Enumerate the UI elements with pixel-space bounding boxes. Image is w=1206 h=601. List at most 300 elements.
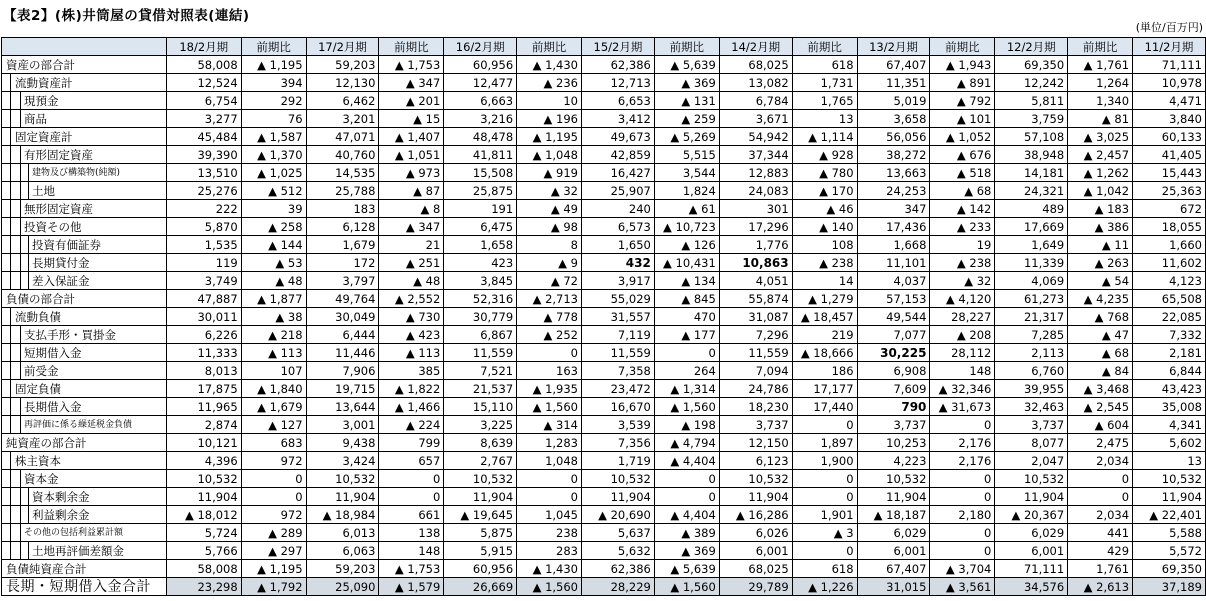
data-cell[interactable]: 65,508 [1133,290,1206,308]
data-cell[interactable]: 7,906 [306,362,379,380]
data-cell[interactable]: ▲ 8 [379,200,444,218]
data-cell[interactable]: 6,760 [995,362,1068,380]
data-cell[interactable]: ▲ 48 [241,272,306,290]
data-cell[interactable]: 68,025 [719,56,792,74]
data-cell[interactable]: 67,407 [857,560,930,578]
data-cell[interactable]: ▲ 1,226 [792,578,857,596]
data-cell[interactable]: 429 [1068,542,1133,560]
data-cell[interactable]: ▲ 258 [241,218,306,236]
data-cell[interactable]: 15,508 [444,164,517,182]
data-cell[interactable]: 799 [379,434,444,452]
data-cell[interactable]: 148 [379,542,444,560]
row-label-cell[interactable]: 固定負債 [2,380,167,398]
data-cell[interactable]: 7,358 [582,362,655,380]
data-cell[interactable]: 10,253 [857,434,930,452]
data-cell[interactable]: 1,283 [517,434,582,452]
data-cell[interactable]: 68,025 [719,560,792,578]
data-cell[interactable]: 672 [1133,200,1206,218]
data-cell[interactable]: 10,532 [857,470,930,488]
data-cell[interactable]: ▲ 347 [379,74,444,92]
data-cell[interactable]: ▲ 68 [930,182,995,200]
data-cell[interactable]: 10,532 [166,470,241,488]
data-cell[interactable]: 28,227 [930,308,995,326]
data-cell[interactable]: ▲ 1,052 [930,128,995,146]
data-cell[interactable]: 301 [719,200,792,218]
data-cell[interactable]: 7,332 [1133,326,1206,344]
data-cell[interactable]: 7,296 [719,326,792,344]
data-cell[interactable]: 47,887 [166,290,241,308]
data-cell[interactable]: ▲ 208 [930,326,995,344]
data-cell[interactable]: 10,532 [306,470,379,488]
data-cell[interactable]: 12,524 [166,74,241,92]
data-cell[interactable]: 12,713 [582,74,655,92]
data-cell[interactable]: ▲ 314 [517,416,582,434]
data-cell[interactable]: 2,767 [444,452,517,470]
data-cell[interactable]: 55,029 [582,290,655,308]
data-cell[interactable]: 10,532 [582,470,655,488]
data-cell[interactable]: 11,333 [166,344,241,362]
data-cell[interactable]: 10,532 [444,470,517,488]
data-cell[interactable]: 6,001 [995,542,1068,560]
data-cell[interactable]: ▲ 3,468 [1068,380,1133,398]
data-cell[interactable]: ▲ 1,195 [241,560,306,578]
data-cell[interactable]: 38,272 [857,146,930,164]
data-cell[interactable]: 0 [379,470,444,488]
data-cell[interactable]: 683 [241,434,306,452]
data-cell[interactable]: 11,904 [166,488,241,506]
data-cell[interactable]: 1,824 [654,182,719,200]
column-header[interactable]: 15/2月期 [582,38,655,56]
data-cell[interactable]: 3,671 [719,110,792,128]
row-label-cell[interactable]: 前受金 [2,362,167,380]
data-cell[interactable]: 0 [654,344,719,362]
data-cell[interactable]: 13 [792,110,857,128]
data-cell[interactable]: 25,907 [582,182,655,200]
data-cell[interactable]: 71,111 [995,560,1068,578]
data-cell[interactable]: 16,670 [582,398,655,416]
data-cell[interactable]: 0 [792,488,857,506]
data-cell[interactable]: ▲ 1,466 [379,398,444,416]
data-cell[interactable]: 5,637 [582,524,655,542]
data-cell[interactable]: 7,356 [582,434,655,452]
data-cell[interactable]: 6,844 [1133,362,1206,380]
data-cell[interactable]: 22,085 [1133,308,1206,326]
data-cell[interactable]: 2,034 [1068,452,1133,470]
data-cell[interactable]: 5,632 [582,542,655,560]
data-cell[interactable]: 4,396 [166,452,241,470]
data-cell[interactable]: 0 [241,488,306,506]
row-label-cell[interactable]: 流動資産計 [2,74,167,92]
data-cell[interactable]: 1,761 [1068,560,1133,578]
data-cell[interactable]: ▲ 1,279 [792,290,857,308]
data-cell[interactable]: 3,759 [995,110,1068,128]
data-cell[interactable]: 163 [517,362,582,380]
data-cell[interactable]: 3,797 [306,272,379,290]
data-cell[interactable]: ▲ 1,048 [517,146,582,164]
row-label-cell[interactable]: 長期貸付金 [2,254,167,272]
data-cell[interactable]: 59,203 [306,56,379,74]
data-cell[interactable]: ▲ 1,430 [517,560,582,578]
data-cell[interactable]: ▲ 20,690 [582,506,655,524]
data-cell[interactable]: 8,013 [166,362,241,380]
data-cell[interactable]: ▲ 196 [517,110,582,128]
data-cell[interactable]: ▲ 1,679 [241,398,306,416]
data-cell[interactable]: 240 [582,200,655,218]
data-cell[interactable]: 6,867 [444,326,517,344]
data-cell[interactable]: 1,731 [792,74,857,92]
data-cell[interactable]: 11,602 [1133,254,1206,272]
data-cell[interactable]: ▲ 224 [379,416,444,434]
row-label-cell[interactable]: 資本剰余金 [2,488,167,506]
data-cell[interactable]: ▲ 177 [654,326,719,344]
data-cell[interactable]: 283 [517,542,582,560]
data-cell[interactable]: ▲ 4,120 [930,290,995,308]
data-cell[interactable]: 3,001 [306,416,379,434]
data-cell[interactable]: 3,749 [166,272,241,290]
data-cell[interactable]: 1,900 [792,452,857,470]
data-cell[interactable]: 41,405 [1133,146,1206,164]
data-cell[interactable]: 25,788 [306,182,379,200]
data-cell[interactable]: 3,201 [306,110,379,128]
data-cell[interactable]: ▲ 233 [930,218,995,236]
data-cell[interactable]: ▲ 297 [241,542,306,560]
data-cell[interactable]: 12,150 [719,434,792,452]
data-cell[interactable]: 4,223 [857,452,930,470]
data-cell[interactable]: ▲ 140 [792,218,857,236]
data-cell[interactable]: 17,296 [719,218,792,236]
data-cell[interactable]: 4,069 [995,272,1068,290]
data-cell[interactable]: 8,077 [995,434,1068,452]
data-cell[interactable]: 59,203 [306,560,379,578]
data-cell[interactable]: ▲ 1,195 [517,128,582,146]
data-cell[interactable]: ▲ 15 [379,110,444,128]
data-cell[interactable]: ▲ 87 [379,182,444,200]
data-cell[interactable]: 19,715 [306,380,379,398]
data-cell[interactable]: ▲ 1,579 [379,578,444,596]
data-cell[interactable]: 6,001 [857,542,930,560]
data-cell[interactable]: ▲ 183 [1068,200,1133,218]
data-cell[interactable]: ▲ 16,286 [719,506,792,524]
data-cell[interactable]: ▲ 201 [379,92,444,110]
data-cell[interactable]: ▲ 49 [517,200,582,218]
data-cell[interactable]: 5,811 [995,92,1068,110]
row-label-cell[interactable]: 純資産の部合計 [2,434,167,452]
data-cell[interactable]: 7,094 [719,362,792,380]
data-cell[interactable]: 14,181 [995,164,1068,182]
data-cell[interactable]: ▲ 778 [517,308,582,326]
data-cell[interactable]: ▲ 3,561 [930,578,995,596]
data-cell[interactable]: 12,477 [444,74,517,92]
data-cell[interactable]: ▲ 604 [1068,416,1133,434]
data-cell[interactable]: 28,112 [930,344,995,362]
row-label-cell[interactable]: 資本金 [2,470,167,488]
data-cell[interactable]: 14 [792,272,857,290]
column-header[interactable]: 前期比 [379,38,444,56]
data-cell[interactable]: 172 [306,254,379,272]
data-cell[interactable]: 58,008 [166,560,241,578]
data-cell[interactable]: 108 [792,236,857,254]
data-cell[interactable]: ▲ 170 [792,182,857,200]
data-cell[interactable]: 432 [582,254,655,272]
data-cell[interactable]: 13,510 [166,164,241,182]
data-cell[interactable]: 34,576 [995,578,1068,596]
data-cell[interactable]: ▲ 676 [930,146,995,164]
data-cell[interactable]: 13,082 [719,74,792,92]
column-header[interactable]: 前期比 [517,38,582,56]
column-header[interactable]: 前期比 [792,38,857,56]
data-cell[interactable]: ▲ 2,545 [1068,398,1133,416]
data-cell[interactable]: ▲ 126 [654,236,719,254]
data-cell[interactable]: ▲ 84 [1068,362,1133,380]
data-cell[interactable]: ▲ 347 [379,218,444,236]
data-cell[interactable]: 657 [379,452,444,470]
data-cell[interactable]: 0 [517,470,582,488]
data-cell[interactable]: ▲ 928 [792,146,857,164]
data-cell[interactable]: ▲ 68 [1068,344,1133,362]
data-cell[interactable]: 32,463 [995,398,1068,416]
data-cell[interactable]: 24,321 [995,182,1068,200]
data-cell[interactable]: 6,475 [444,218,517,236]
data-cell[interactable]: 48,478 [444,128,517,146]
data-cell[interactable]: 60,956 [444,56,517,74]
data-cell[interactable]: 10,121 [166,434,241,452]
data-cell[interactable]: ▲ 518 [930,164,995,182]
data-cell[interactable]: 6,462 [306,92,379,110]
column-header[interactable]: 18/2月期 [166,38,241,56]
data-cell[interactable]: ▲ 1,587 [241,128,306,146]
data-cell[interactable]: 10,532 [995,470,1068,488]
data-cell[interactable]: 26,669 [444,578,517,596]
data-cell[interactable]: ▲ 1,314 [654,380,719,398]
data-cell[interactable]: 6,128 [306,218,379,236]
row-label-cell[interactable]: その他の包括利益累計額 [2,524,167,542]
data-cell[interactable]: ▲ 10,723 [654,218,719,236]
data-cell[interactable]: 13,644 [306,398,379,416]
data-cell[interactable]: 0 [930,416,995,434]
data-cell[interactable]: ▲ 98 [517,218,582,236]
data-cell[interactable]: ▲ 1,407 [379,128,444,146]
data-cell[interactable]: 30,011 [166,308,241,326]
data-cell[interactable]: 12,242 [995,74,1068,92]
data-cell[interactable]: 54,942 [719,128,792,146]
data-cell[interactable]: 11,101 [857,254,930,272]
data-cell[interactable]: ▲ 730 [379,308,444,326]
data-cell[interactable]: 37,189 [1133,578,1206,596]
data-cell[interactable]: 0 [517,488,582,506]
data-cell[interactable]: 21,537 [444,380,517,398]
data-cell[interactable]: ▲ 1,114 [792,128,857,146]
data-cell[interactable]: 264 [654,362,719,380]
data-cell[interactable]: 6,063 [306,542,379,560]
data-cell[interactable]: 1,719 [582,452,655,470]
data-cell[interactable]: 17,440 [792,398,857,416]
data-cell[interactable]: ▲ 1,560 [654,398,719,416]
data-cell[interactable]: 0 [654,488,719,506]
column-header[interactable]: 14/2月期 [719,38,792,56]
data-cell[interactable]: ▲ 144 [241,236,306,254]
data-cell[interactable]: ▲ 2,713 [517,290,582,308]
data-cell[interactable]: 11,904 [995,488,1068,506]
data-cell[interactable]: ▲ 47 [1068,326,1133,344]
data-cell[interactable]: ▲ 198 [654,416,719,434]
data-cell[interactable]: 6,026 [719,524,792,542]
data-cell[interactable]: 0 [792,416,857,434]
data-cell[interactable]: 6,226 [166,326,241,344]
data-cell[interactable]: 39,955 [995,380,1068,398]
data-cell[interactable]: 6,573 [582,218,655,236]
data-cell[interactable]: 60,956 [444,560,517,578]
data-cell[interactable]: 6,653 [582,92,655,110]
data-cell[interactable]: ▲ 18,012 [166,506,241,524]
row-label-cell[interactable]: 負債の部合計 [2,290,167,308]
data-cell[interactable]: 0 [930,488,995,506]
data-cell[interactable]: 38,948 [995,146,1068,164]
row-label-cell[interactable]: 長期借入金 [2,398,167,416]
data-cell[interactable]: 6,029 [995,524,1068,542]
column-header[interactable]: 前期比 [241,38,306,56]
data-cell[interactable]: ▲ 11 [1068,236,1133,254]
data-cell[interactable]: 470 [654,308,719,326]
data-cell[interactable]: 11,904 [857,488,930,506]
data-cell[interactable]: 71,111 [1133,56,1206,74]
data-cell[interactable]: 1,045 [517,506,582,524]
row-label-cell[interactable]: 差入保証金 [2,272,167,290]
data-cell[interactable]: ▲ 251 [379,254,444,272]
data-cell[interactable]: 25,363 [1133,182,1206,200]
data-cell[interactable]: 17,177 [792,380,857,398]
data-cell[interactable]: 5,915 [444,542,517,560]
data-cell[interactable]: ▲ 2,613 [1068,578,1133,596]
data-cell[interactable]: 0 [241,470,306,488]
data-cell[interactable]: ▲ 423 [379,326,444,344]
data-cell[interactable]: 0 [792,470,857,488]
data-cell[interactable]: 2,176 [930,434,995,452]
data-cell[interactable]: ▲ 1,935 [517,380,582,398]
row-label-cell[interactable]: 投資有価証券 [2,236,167,254]
data-cell[interactable]: ▲ 54 [1068,272,1133,290]
data-cell[interactable]: 62,386 [582,56,655,74]
data-cell[interactable]: 6,029 [857,524,930,542]
data-cell[interactable]: 1,264 [1068,74,1133,92]
data-cell[interactable]: 3,658 [857,110,930,128]
data-cell[interactable]: ▲ 1,753 [379,56,444,74]
data-cell[interactable]: 0 [792,542,857,560]
data-cell[interactable]: 11,904 [719,488,792,506]
data-cell[interactable]: ▲ 4,794 [654,434,719,452]
data-cell[interactable]: 4,037 [857,272,930,290]
data-cell[interactable]: 2,047 [995,452,1068,470]
data-cell[interactable]: 11,351 [857,74,930,92]
data-cell[interactable]: 2,176 [930,452,995,470]
data-cell[interactable]: 138 [379,524,444,542]
data-cell[interactable]: 55,874 [719,290,792,308]
data-cell[interactable]: 394 [241,74,306,92]
data-cell[interactable]: 6,013 [306,524,379,542]
data-cell[interactable]: 119 [166,254,241,272]
data-cell[interactable]: ▲ 1,792 [241,578,306,596]
data-cell[interactable]: ▲ 252 [517,326,582,344]
data-cell[interactable]: 37,344 [719,146,792,164]
data-cell[interactable]: 17,875 [166,380,241,398]
data-cell[interactable]: ▲ 973 [379,164,444,182]
data-cell[interactable]: 11,559 [582,344,655,362]
data-cell[interactable]: 25,875 [444,182,517,200]
data-cell[interactable]: 49,764 [306,290,379,308]
data-cell[interactable]: 56,056 [857,128,930,146]
data-cell[interactable]: ▲ 113 [379,344,444,362]
data-cell[interactable]: ▲ 1,025 [241,164,306,182]
data-cell[interactable]: 107 [241,362,306,380]
data-cell[interactable]: ▲ 142 [930,200,995,218]
row-label-cell[interactable]: 有形固定資産 [2,146,167,164]
data-cell[interactable]: 0 [654,470,719,488]
data-cell[interactable]: 1,340 [1068,92,1133,110]
data-cell[interactable]: 67,407 [857,56,930,74]
data-cell[interactable]: 62,386 [582,560,655,578]
data-cell[interactable]: 2,034 [1068,506,1133,524]
data-cell[interactable]: ▲ 9 [517,254,582,272]
data-cell[interactable]: 5,870 [166,218,241,236]
data-cell[interactable]: 347 [857,200,930,218]
data-cell[interactable]: 3,216 [444,110,517,128]
data-cell[interactable]: 618 [792,560,857,578]
data-cell[interactable]: 29,789 [719,578,792,596]
data-cell[interactable]: 5,588 [1133,524,1206,542]
data-cell[interactable]: 58,008 [166,56,241,74]
data-cell[interactable]: ▲ 127 [241,416,306,434]
data-cell[interactable]: 3,424 [306,452,379,470]
data-cell[interactable]: 4,471 [1133,92,1206,110]
data-cell[interactable]: 2,181 [1133,344,1206,362]
data-cell[interactable]: 19 [930,236,995,254]
data-cell[interactable]: 1,535 [166,236,241,254]
data-cell[interactable]: 219 [792,326,857,344]
data-cell[interactable]: 489 [995,200,1068,218]
data-cell[interactable]: 49,673 [582,128,655,146]
data-cell[interactable]: 2,874 [166,416,241,434]
column-header[interactable]: 17/2月期 [306,38,379,56]
data-cell[interactable]: 7,609 [857,380,930,398]
data-cell[interactable]: 3,840 [1133,110,1206,128]
data-cell[interactable]: 14,535 [306,164,379,182]
data-cell[interactable]: 39 [241,200,306,218]
data-cell[interactable]: 10,532 [719,470,792,488]
data-cell[interactable]: 222 [166,200,241,218]
data-cell[interactable]: 441 [1068,524,1133,542]
data-cell[interactable]: 5,875 [444,524,517,542]
data-cell[interactable]: 186 [792,362,857,380]
data-cell[interactable]: ▲ 289 [241,524,306,542]
data-cell[interactable]: ▲ 1,430 [517,56,582,74]
data-cell[interactable]: ▲ 845 [654,290,719,308]
data-cell[interactable]: 49,544 [857,308,930,326]
data-cell[interactable]: 13,663 [857,164,930,182]
row-label-cell[interactable]: 土地 [2,182,167,200]
data-cell[interactable]: 0 [517,344,582,362]
data-cell[interactable]: 17,436 [857,218,930,236]
data-cell[interactable]: 1,048 [517,452,582,470]
data-cell[interactable]: 6,784 [719,92,792,110]
row-label-cell[interactable]: 資産の部合計 [2,56,167,74]
data-cell[interactable]: 5,572 [1133,542,1206,560]
data-cell[interactable]: 11,446 [306,344,379,362]
data-cell[interactable]: 8 [517,236,582,254]
data-cell[interactable]: 42,859 [582,146,655,164]
row-label-cell[interactable]: 短期借入金 [2,344,167,362]
data-cell[interactable]: 12,130 [306,74,379,92]
data-cell[interactable]: ▲ 22,401 [1133,506,1206,524]
data-cell[interactable]: 7,521 [444,362,517,380]
